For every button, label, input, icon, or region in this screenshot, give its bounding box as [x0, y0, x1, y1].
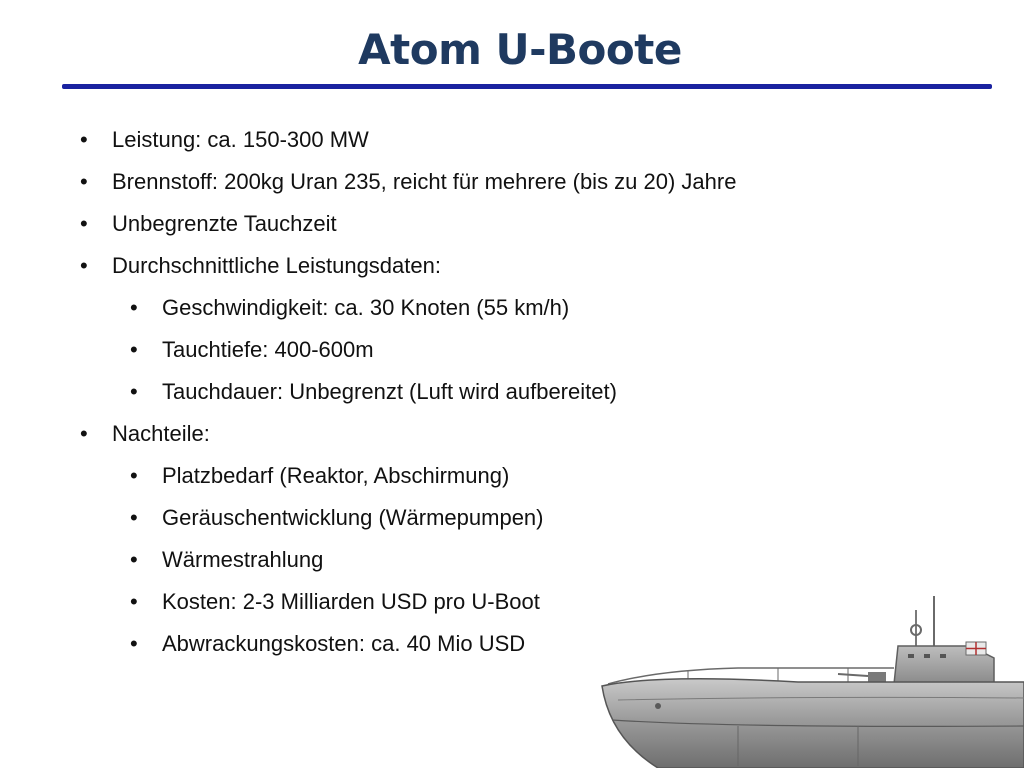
slide-title: Atom U-Boote: [358, 25, 682, 74]
bullet-text: Geschwindigkeit: ca. 30 Knoten (55 km/h): [162, 295, 570, 320]
bullet-text: Platzbedarf (Reaktor, Abschirmung): [162, 463, 510, 488]
bullet-marker: •: [130, 505, 138, 530]
sub-bullet-item: [0, 542, 1024, 578]
sub-bullet-item: [0, 332, 1024, 368]
bullet-text: Abwrackungskosten: ca. 40 Mio USD: [162, 631, 526, 656]
bullet-marker: •: [130, 295, 138, 320]
bullet-text: Brennstoff: 200kg Uran 235, reicht für mehrere (bis zu 20) Jahre: [112, 169, 737, 194]
submarine-hull: [602, 679, 1024, 768]
bullet-marker: •: [80, 127, 88, 152]
bullet-item: [0, 206, 1024, 242]
deck-gun: [868, 672, 886, 682]
bullet-marker: •: [130, 631, 138, 656]
tower-window: [908, 654, 914, 658]
bullet-marker: •: [80, 253, 88, 278]
bullet-item: [0, 122, 1024, 158]
submarine-illustration: [598, 588, 1024, 768]
bullet-text: Leistung: ca. 150-300 MW: [112, 127, 369, 152]
bullet-text: Geräuschentwicklung (Wärmepumpen): [162, 505, 544, 530]
bullet-item: [0, 248, 1024, 284]
sub-bullet-item: [0, 290, 1024, 326]
sub-bullet-item: [0, 500, 1024, 536]
bullet-text: Unbegrenzte Tauchzeit: [112, 211, 337, 236]
bullet-marker: •: [80, 169, 88, 194]
bullet-item: [0, 164, 1024, 200]
bullet-marker: •: [130, 463, 138, 488]
bullet-text: Wärmestrahlung: [162, 547, 324, 572]
bullet-marker: •: [130, 589, 138, 614]
bullet-marker: •: [130, 337, 138, 362]
sub-bullet-item: [0, 458, 1024, 494]
title-underline: [62, 84, 992, 89]
bullet-text: Durchschnittliche Leistungsdaten:: [112, 253, 441, 278]
bullet-marker: •: [130, 379, 138, 404]
tower-window: [940, 654, 946, 658]
sub-bullet-item: [0, 374, 1024, 410]
bullet-marker: •: [80, 421, 88, 446]
bullet-marker: •: [80, 211, 88, 236]
bullet-text: Tauchdauer: Unbegrenzt (Luft wird aufbereitet): [162, 379, 617, 404]
bullet-marker: •: [130, 547, 138, 572]
tower-window: [924, 654, 930, 658]
bullet-text: Kosten: 2-3 Milliarden USD pro U-Boot: [162, 589, 540, 614]
bullet-text: Nachteile:: [112, 421, 210, 446]
bullet-text: Tauchtiefe: 400-600m: [162, 337, 374, 362]
bullet-item: [0, 416, 1024, 452]
